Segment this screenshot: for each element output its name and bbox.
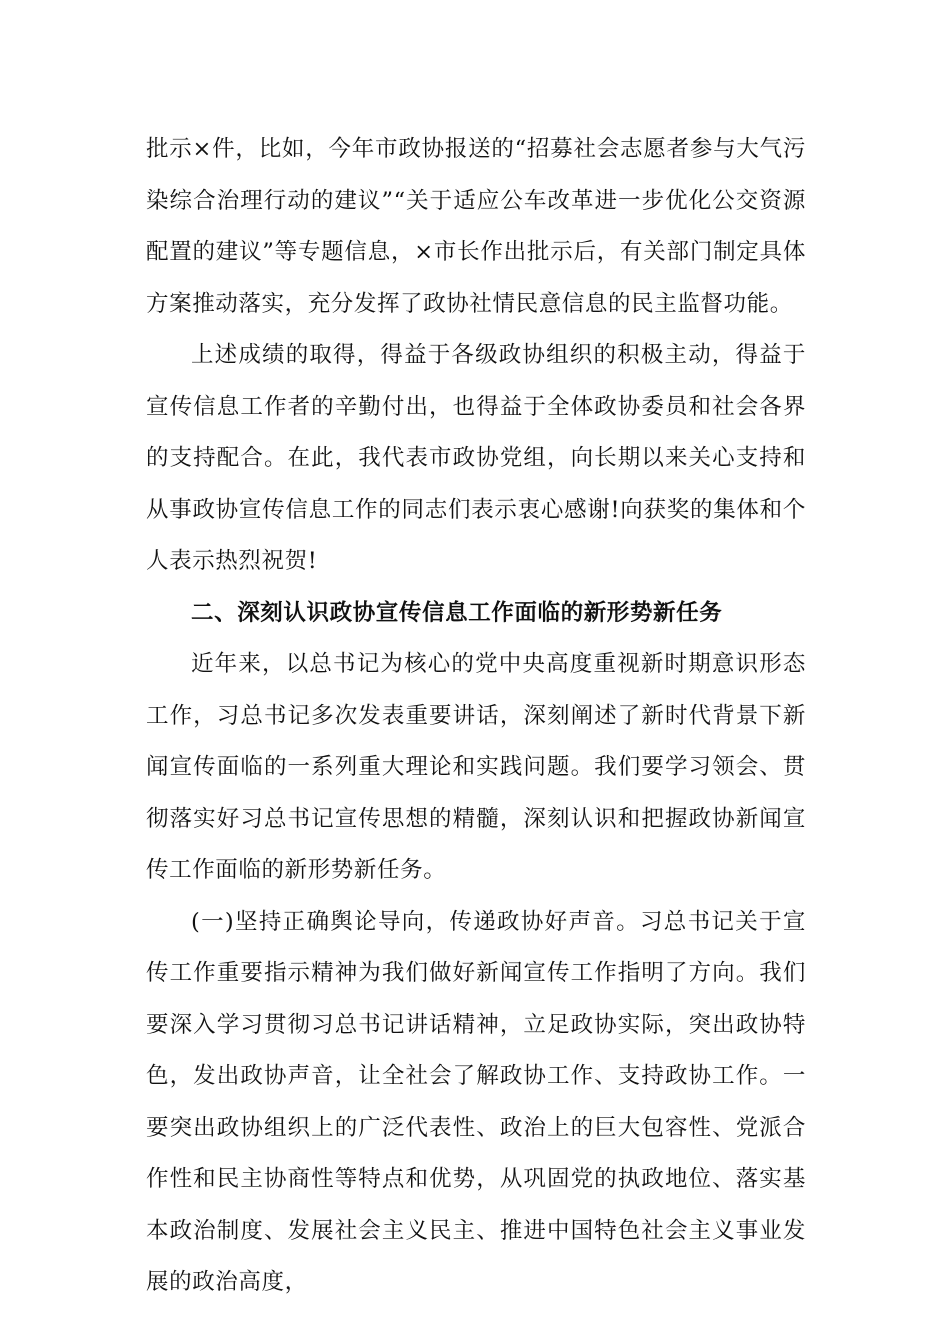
paragraph-acknowledgement: 上述成绩的取得，得益于各级政协组织的积极主动，得益于宣传信息工作者的辛勤付出，也得益于全体政协委员和社会各界的支持配合。在此，我代表市政协党组，向长期以来关心支持和从事政协宣传信息工作的同志们表示衷心感谢!向获奖的集体和个人表示热烈祝贺! xyxy=(146,342,806,574)
paragraph-public-opinion: (一)坚持正确舆论导向，传递政协好声音。习总书记关于宣传工作重要指示精神为我们做好新闻宣传工作指明了方向。我们要深入学习贯彻习总书记讲话精神，立足政协实际，突出政协特色，发出政协声音，让全社会了解政协工作、支持政协工作。一要突出政协组织上的广泛代表性、政治上的巨大包容性、党派合作性和民主协商性等特点和优势，从巩固党的执政地位、落实基本政治制度、发展社会主义民主、推进中国特色社会主义事业发展的政治高度， xyxy=(146,908,806,1295)
paragraph-continuation: 批示×件，比如，今年市政协报送的“招募社会志愿者参与大气污染综合治理行动的建议”“关于适应公车改革进一步优化公交资源配置的建议”等专题信息，×市长作出批示后，有关部门制定具体方案推动落实，充分发挥了政协社情民意信息的民主监督功能。 xyxy=(146,136,806,317)
document-body xyxy=(146,124,806,1309)
section-heading: 二、深刻认识政协宣传信息工作面临的新形势新任务 xyxy=(191,599,723,626)
paragraph-new-situation: 近年来，以总书记为核心的党中央高度重视新时期意识形态工作，习总书记多次发表重要讲话，深刻阐述了新时代背景下新闻宣传面临的一系列重大理论和实践问题。我们要学习领会、贯彻落实好习总书记宣传思想的精髓，深刻认识和把握政协新闻宣传工作面临的新形势新任务。 xyxy=(146,651,806,883)
